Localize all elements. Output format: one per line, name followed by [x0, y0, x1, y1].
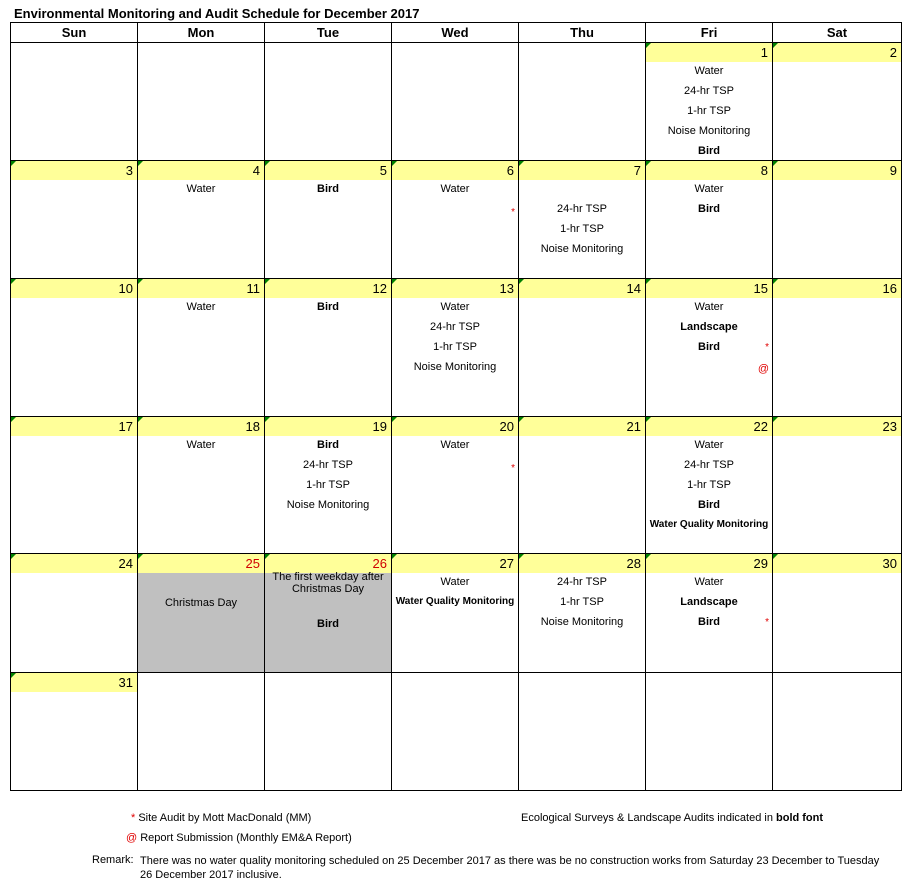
date-band — [773, 43, 901, 62]
day-cell-5 — [265, 161, 392, 279]
weekday-header: Tue — [265, 23, 392, 42]
day-cell-22 — [646, 417, 773, 554]
cell-corner-marker — [392, 417, 397, 422]
date-band — [265, 161, 391, 180]
event-item: 24-hr TSP — [684, 459, 734, 471]
empty-day-cell — [138, 43, 265, 161]
event-item: Water — [186, 439, 216, 451]
day-cell-9 — [773, 161, 901, 279]
legend-audit — [131, 812, 311, 824]
day-number: 25 — [245, 556, 260, 571]
day-number: 31 — [118, 675, 133, 690]
empty-day-cell — [519, 673, 646, 790]
event-item: Water — [440, 183, 470, 195]
site-audit-marker: * — [511, 207, 515, 218]
day-cell-30 — [773, 554, 901, 673]
day-number: 9 — [889, 163, 897, 178]
site-audit-marker: * — [511, 463, 515, 474]
cell-corner-marker — [138, 161, 143, 166]
empty-day-cell — [646, 673, 773, 790]
ecological-event-item: Water Quality Monitoring — [649, 519, 769, 530]
event-item: Water — [694, 65, 724, 77]
report-submission-marker: @ — [757, 363, 769, 375]
empty-day-cell — [773, 673, 901, 790]
day-number: 7 — [633, 163, 641, 178]
day-cell-1 — [646, 43, 773, 161]
day-cell-29 — [646, 554, 773, 673]
day-cell-7 — [519, 161, 646, 279]
day-cell-19 — [265, 417, 392, 554]
site-audit-marker: * — [765, 617, 769, 628]
day-number: 22 — [753, 419, 768, 434]
event-item: Water — [186, 301, 216, 313]
remark-label: Remark: — [92, 854, 134, 866]
ecological-event-item: Bird — [698, 203, 720, 215]
date-band — [138, 279, 264, 298]
date-band — [519, 161, 645, 180]
cell-corner-marker — [11, 554, 16, 559]
event-item: 24-hr TSP — [557, 203, 607, 215]
day-number: 21 — [626, 419, 641, 434]
date-band — [138, 161, 264, 180]
cell-corner-marker — [138, 554, 143, 559]
empty-day-cell — [265, 43, 392, 161]
day-number: 23 — [882, 419, 897, 434]
day-number: 20 — [499, 419, 514, 434]
weekday-header: Fri — [646, 23, 773, 42]
report-symbol: @ — [126, 832, 138, 844]
cell-corner-marker — [265, 161, 270, 166]
day-number: 18 — [245, 419, 260, 434]
empty-day-cell — [138, 673, 265, 790]
ecological-event-item: Bird — [698, 145, 720, 157]
cell-corner-marker — [646, 554, 651, 559]
cell-corner-marker — [646, 417, 651, 422]
day-cell-25 — [138, 554, 265, 673]
day-number: 27 — [499, 556, 514, 571]
event-item: Water — [440, 439, 470, 451]
day-number: 28 — [626, 556, 641, 571]
event-item: 1-hr TSP — [560, 596, 604, 608]
day-cell-24 — [11, 554, 138, 673]
day-number: 29 — [753, 556, 768, 571]
event-item: Water — [186, 183, 216, 195]
day-cell-23 — [773, 417, 901, 554]
cell-corner-marker — [265, 417, 270, 422]
cell-corner-marker — [265, 554, 270, 559]
day-cell-16 — [773, 279, 901, 417]
day-cell-8 — [646, 161, 773, 279]
day-cell-15 — [646, 279, 773, 417]
site-audit-marker: * — [765, 342, 769, 353]
weekday-header: Mon — [138, 23, 265, 42]
cell-corner-marker — [773, 43, 778, 48]
day-cell-2 — [773, 43, 901, 161]
day-number: 11 — [246, 281, 260, 296]
day-cell-21 — [519, 417, 646, 554]
weekday-header: Wed — [392, 23, 519, 42]
ecological-event-item: Bird — [317, 301, 339, 313]
ecological-event-item: Bird — [698, 616, 720, 628]
day-cell-31 — [11, 673, 138, 790]
empty-day-cell — [265, 673, 392, 790]
cell-corner-marker — [646, 43, 651, 48]
cell-corner-marker — [519, 279, 524, 284]
audit-legend-text: Site Audit by Mott MacDonald (MM) — [138, 812, 312, 824]
weekday-header: Sun — [11, 23, 138, 42]
cell-corner-marker — [11, 161, 16, 166]
day-number: 19 — [372, 419, 387, 434]
event-item: Water — [694, 301, 724, 313]
day-number: 3 — [125, 163, 133, 178]
event-item: 24-hr TSP — [684, 85, 734, 97]
date-band — [646, 161, 772, 180]
day-cell-20 — [392, 417, 519, 554]
holiday-label: The first weekday after Christmas Day — [272, 571, 384, 595]
day-number: 15 — [753, 281, 768, 296]
cell-corner-marker — [138, 417, 143, 422]
ecological-event-item: Bird — [698, 499, 720, 511]
event-item: 1-hr TSP — [433, 341, 477, 353]
day-number: 14 — [626, 281, 641, 296]
day-number: 13 — [499, 281, 514, 296]
calendar-grid — [10, 22, 902, 791]
event-item: 24-hr TSP — [430, 321, 480, 333]
day-cell-18 — [138, 417, 265, 554]
day-number: 5 — [379, 163, 387, 178]
day-number: 10 — [118, 281, 133, 296]
day-cell-6 — [392, 161, 519, 279]
cell-corner-marker — [773, 161, 778, 166]
ecological-event-item: Bird — [317, 618, 339, 630]
event-item: Noise Monitoring — [413, 361, 497, 373]
date-band — [646, 43, 772, 62]
cell-corner-marker — [773, 554, 778, 559]
audit-symbol: * — [131, 812, 136, 824]
event-item: 24-hr TSP — [303, 459, 353, 471]
event-item: Water — [440, 576, 470, 588]
event-item: 1-hr TSP — [687, 105, 731, 117]
legend-ecological — [521, 812, 823, 824]
ecological-event-item: Landscape — [680, 596, 738, 608]
cell-corner-marker — [392, 554, 397, 559]
eco-legend-text: Ecological Surveys & Landscape Audits indicated in — [521, 812, 773, 824]
cell-corner-marker — [11, 673, 16, 678]
day-cell-11 — [138, 279, 265, 417]
ecological-event-item: Water Quality Monitoring — [395, 596, 515, 607]
cell-corner-marker — [773, 417, 778, 422]
day-number: 24 — [118, 556, 133, 571]
cell-corner-marker — [265, 279, 270, 284]
cell-corner-marker — [773, 279, 778, 284]
day-cell-14 — [519, 279, 646, 417]
day-number: 16 — [882, 281, 897, 296]
cell-corner-marker — [11, 417, 16, 422]
ecological-event-item: Bird — [317, 439, 339, 451]
day-number: 17 — [118, 419, 133, 434]
cell-corner-marker — [519, 161, 524, 166]
cell-corner-marker — [11, 279, 16, 284]
event-item: 24-hr TSP — [557, 576, 607, 588]
cell-corner-marker — [646, 279, 651, 284]
weekday-header: Thu — [519, 23, 646, 42]
cell-corner-marker — [138, 279, 143, 284]
day-cell-10 — [11, 279, 138, 417]
event-item: 1-hr TSP — [560, 223, 604, 235]
day-cell-12 — [265, 279, 392, 417]
legend-report — [126, 832, 352, 844]
day-number: 26 — [372, 556, 387, 571]
event-item: 1-hr TSP — [306, 479, 350, 491]
ecological-event-item: Bird — [698, 341, 720, 353]
date-band — [392, 161, 518, 180]
day-number: 4 — [252, 163, 260, 178]
event-item: 1-hr TSP — [687, 479, 731, 491]
day-number: 12 — [372, 281, 387, 296]
empty-day-cell — [11, 43, 138, 161]
empty-day-cell — [392, 673, 519, 790]
page-title: Environmental Monitoring and Audit Schedule for December 2017 — [14, 6, 420, 21]
cell-corner-marker — [392, 279, 397, 284]
eco-legend-bold: bold font — [776, 812, 824, 824]
cell-corner-marker — [519, 417, 524, 422]
date-band — [773, 161, 901, 180]
day-cell-28 — [519, 554, 646, 673]
cell-corner-marker — [519, 554, 524, 559]
day-number: 6 — [506, 163, 514, 178]
day-cell-4 — [138, 161, 265, 279]
day-cell-27 — [392, 554, 519, 673]
event-item: Noise Monitoring — [540, 243, 624, 255]
event-item: Water — [694, 183, 724, 195]
day-number: 1 — [760, 45, 768, 60]
event-item: Noise Monitoring — [286, 499, 370, 511]
day-number: 2 — [889, 45, 897, 60]
date-band — [11, 161, 137, 180]
event-item: Noise Monitoring — [540, 616, 624, 628]
report-legend-text: Report Submission (Monthly EM&A Report) — [140, 832, 352, 844]
cell-corner-marker — [646, 161, 651, 166]
remark-text: There was no water quality monitoring scheduled on 25 December 2017 as there was be no construction works from Saturday 23 December to Tuesday 26 December 2017 inclusive. — [140, 855, 880, 881]
empty-day-cell — [392, 43, 519, 161]
day-number: 8 — [760, 163, 768, 178]
ecological-event-item: Bird — [317, 183, 339, 195]
day-cell-17 — [11, 417, 138, 554]
event-item: Water — [440, 301, 470, 313]
day-cell-26 — [265, 554, 392, 673]
cell-corner-marker — [392, 161, 397, 166]
day-number: 30 — [882, 556, 897, 571]
event-item: Water — [694, 439, 724, 451]
day-cell-3 — [11, 161, 138, 279]
holiday-label: Christmas Day — [164, 597, 238, 609]
event-item: Water — [694, 576, 724, 588]
ecological-event-item: Landscape — [680, 321, 738, 333]
event-item: Noise Monitoring — [667, 125, 751, 137]
weekday-header: Sat — [826, 25, 848, 40]
empty-day-cell — [519, 43, 646, 161]
day-cell-13 — [392, 279, 519, 417]
